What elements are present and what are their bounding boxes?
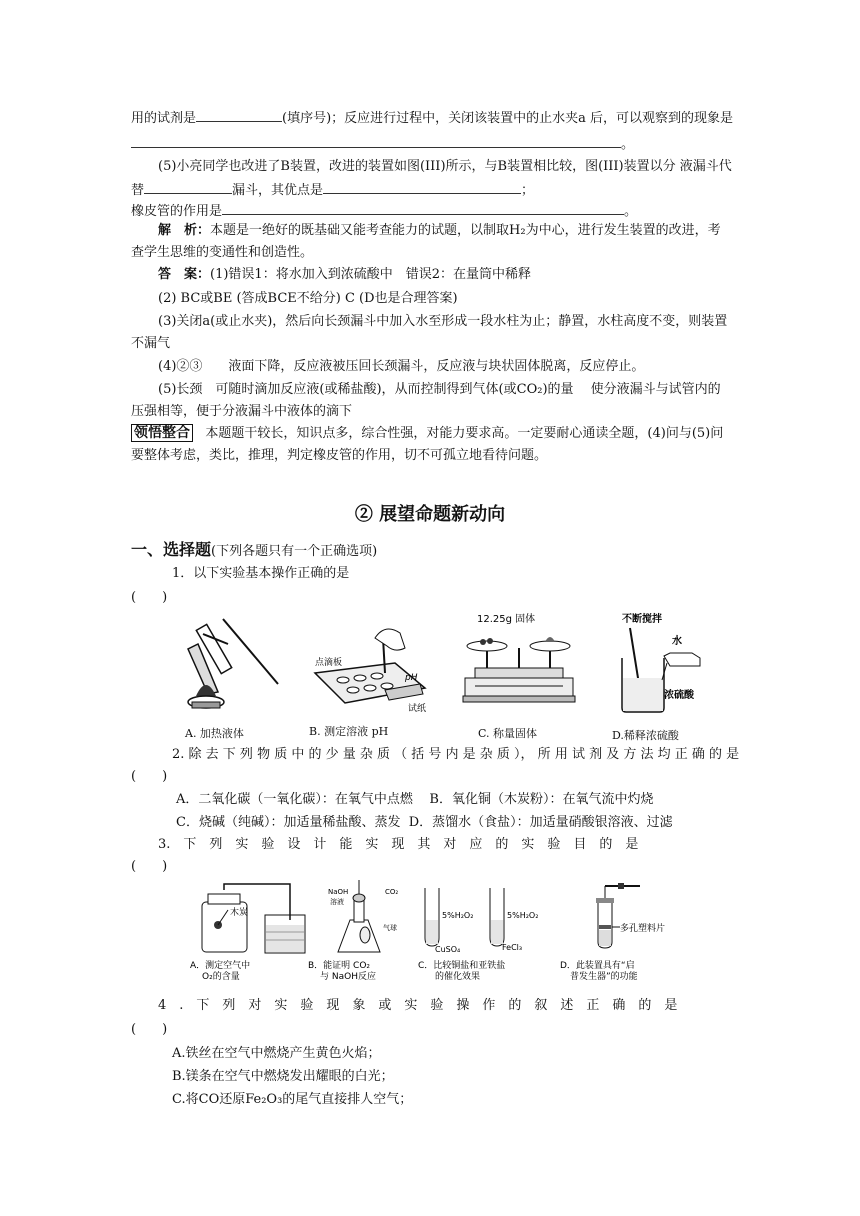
q2-option-c: C．烧碱（纯碱）：加适量稀盐酸、蒸发 (176, 815, 401, 830)
q4-stem: 4 . 下 列 对 实 验 现 象 或 实 验 操 作 的 叙 述 正 确 的 是 (158, 998, 678, 1013)
label-h2o2-2: 5%H₂O₂ (507, 911, 539, 920)
q3-paren: ( ) (131, 859, 168, 874)
q3-caption-b2: 与 NaOH反应 (320, 972, 376, 982)
text-line (131, 447, 731, 465)
text-span: (5)长颈 可随时滴加反应液(或稀盐酸)，从而控制得到气体(或CO₂)的量 使分液漏斗与试管内的 (158, 382, 721, 397)
label-balloon: 气球 (383, 924, 397, 932)
fill-blank (222, 201, 624, 215)
text-span: (3)关闭a(或止水夹)，然后向长颈漏斗中加入水至形成一段水柱为止；静置，水柱高度不变，则装置 (158, 314, 728, 329)
q1-paren: ( ) (131, 590, 168, 605)
label-naoh-solution: 溶液 (330, 898, 344, 906)
q4-option-a: A.铁丝在空气中燃烧产生黄色火焰； (172, 1046, 381, 1061)
q3-caption-a1: A．测定空气中 (190, 961, 251, 971)
text-line (131, 201, 731, 221)
answer-label: 答 案： (158, 267, 211, 282)
label-h2o2-1: 5%H₂O₂ (442, 911, 474, 920)
text-span: 橡皮管的作用是 (131, 204, 223, 219)
fig-q3-b (308, 880, 398, 982)
label-carbon: 木炭 (230, 908, 249, 918)
label-paper: 试纸 (408, 704, 427, 714)
text-line (158, 381, 758, 399)
fill-blank (323, 180, 521, 194)
text-span: (5)小亮同学也改进了B装置，改进的装置如图(III)所示，与B装置相比较，图(III)装置以分 液漏斗代 (158, 159, 732, 174)
q4-paren: ( ) (131, 1022, 168, 1037)
text-line (131, 335, 731, 353)
q2-stem: 2. 除 去 下 列 物 质 中 的 少 量 杂 质 （ 括 号 内 是 杂 质 ）， 所 用 试 剂 及 方 法 均 正 确 的 是 (172, 747, 740, 762)
fill-blank (144, 180, 232, 194)
label-fecl3: FeCl₃ (502, 943, 523, 952)
q1-option-c: C. 称量固体 (478, 727, 538, 740)
text-span: 漏斗，其优点是 (232, 183, 324, 198)
summary-line (131, 424, 731, 443)
q2-row-2 (176, 814, 776, 832)
q3-caption-b1: B．能证明 CO₂ (308, 961, 371, 971)
text-span: 替 (131, 183, 145, 198)
text-line (158, 158, 758, 176)
q2-option-a: A．二氧化碳（一氧化碳）：在氧气中点燃 (176, 792, 413, 807)
label-porous-plate: 多孔塑料片 (620, 924, 666, 934)
label-acid: 浓硫酸 (664, 690, 694, 701)
q2-row-1 (176, 791, 776, 809)
fig-dilute-acid (612, 608, 712, 716)
fig-q3-d (560, 883, 665, 982)
text-span: (填序号)；反应进行过程中，关闭该装置中的止水夹a 后，可以观察到的现象是 (282, 111, 734, 126)
text-span: 本题是一绝好的既基础又能考查能力的试题，以制取H₂为中心，进行发生装置的改进，考 (210, 223, 721, 238)
text-span: 。 (621, 137, 635, 152)
label-solid: 12.25g 固体 (477, 614, 536, 625)
label-ph: pH (405, 673, 418, 683)
section-heading: ② 展望命题新动向 (354, 504, 506, 525)
label-cuso4: CuSO₄ (435, 945, 461, 954)
q1-option-b: B. 测定溶液 pH (309, 725, 389, 738)
q3-caption-a2: O₂的含量 (202, 972, 240, 982)
label-water: 水 (672, 636, 682, 647)
label-co2: CO₂ (385, 888, 399, 896)
summary-box: 领悟整合 (131, 424, 193, 442)
text-span: 查学生思维的变通性和创造性。 (131, 245, 314, 260)
fig-q3-c (418, 888, 538, 982)
text-span: 本题题干较长，知识点多，综合性强，对能力要求高。一定要耐心通读全题，(4)问与(5)问 (205, 426, 724, 441)
q4-option-b: B.镁条在空气中燃烧发出耀眼的白光； (172, 1069, 394, 1084)
q4-option-c: C.将CO还原Fe₂O₃的尾气直接排人空气； (172, 1092, 413, 1107)
q2-paren: ( ) (131, 769, 168, 784)
text-line (131, 180, 731, 200)
text-line (158, 313, 758, 331)
section-note: (下列各题只有一个正确选项) (211, 544, 378, 559)
text-line (158, 290, 758, 308)
text-span: ； (521, 183, 535, 198)
text-line (158, 358, 758, 376)
label-plate: 点滴板 (315, 658, 343, 668)
text-span: 要整体考虑，类比，推理，判定橡皮管的作用，切不可孤立地看待问题。 (131, 448, 548, 463)
fig-q3-a (190, 884, 305, 982)
fig-q3-strip (190, 880, 666, 982)
q2-option-b: B．氧化铜（木炭粉）：在氧气流中灼烧 (429, 792, 654, 807)
q3-caption-c1: C．比较铜盐和亚铁盐 (418, 961, 506, 971)
q3-stem: 3. 下 列 实 验 设 计 能 实 现 其 对 应 的 实 验 目 的 是 (158, 837, 639, 852)
answer-line (158, 266, 758, 284)
label-stir: 不断搅拌 (622, 614, 662, 625)
text-span: 压强相等，便于分液漏斗中液体的滴下 (131, 404, 353, 419)
text-line (131, 108, 734, 128)
text-span: (2) BC或BE (答成BCE不给分) C (D也是合理答案) (158, 291, 458, 306)
analysis-label: 解 析： (158, 223, 211, 238)
q3-caption-d2: 普发生器”的功能 (570, 972, 638, 982)
label-naoh: NaOH (328, 888, 349, 896)
q3-caption-d1: D．此装置具有“启 (560, 961, 635, 971)
q2-option-d: D．蒸馏水（食盐）：加适量硝酸银溶液、过滤 (408, 815, 673, 830)
fill-blank (131, 134, 621, 148)
section-title (131, 537, 377, 560)
analysis-line (158, 222, 758, 240)
q1-stem: 1．以下实验基本操作正确的是 (172, 566, 350, 581)
fig-balance (455, 608, 585, 713)
text-span: 不漏气 (131, 336, 171, 351)
text-span: (4)②③ 液面下降，反应液被压回长颈漏斗，反应液与块状固体脱离，反应停止。 (158, 359, 645, 374)
fig-heat-liquid (168, 614, 288, 714)
section-title-text: 一、选择题 (131, 540, 212, 559)
q3-caption-c2: 的催化效果 (435, 972, 481, 982)
text-span: 用的试剂是 (131, 111, 197, 126)
q1-option-a: A. 加热液体 (185, 727, 244, 740)
q1-option-d: D.稀释浓硫酸 (612, 729, 679, 742)
fill-blank (196, 108, 282, 122)
text-line (131, 134, 731, 154)
text-line (131, 244, 731, 262)
text-span: 。 (624, 204, 638, 219)
fig-ph-test (305, 618, 435, 718)
text-span: (1)错误1：将水加入到浓硫酸中 错误2：在量筒中稀释 (210, 267, 531, 282)
text-line (131, 403, 731, 421)
